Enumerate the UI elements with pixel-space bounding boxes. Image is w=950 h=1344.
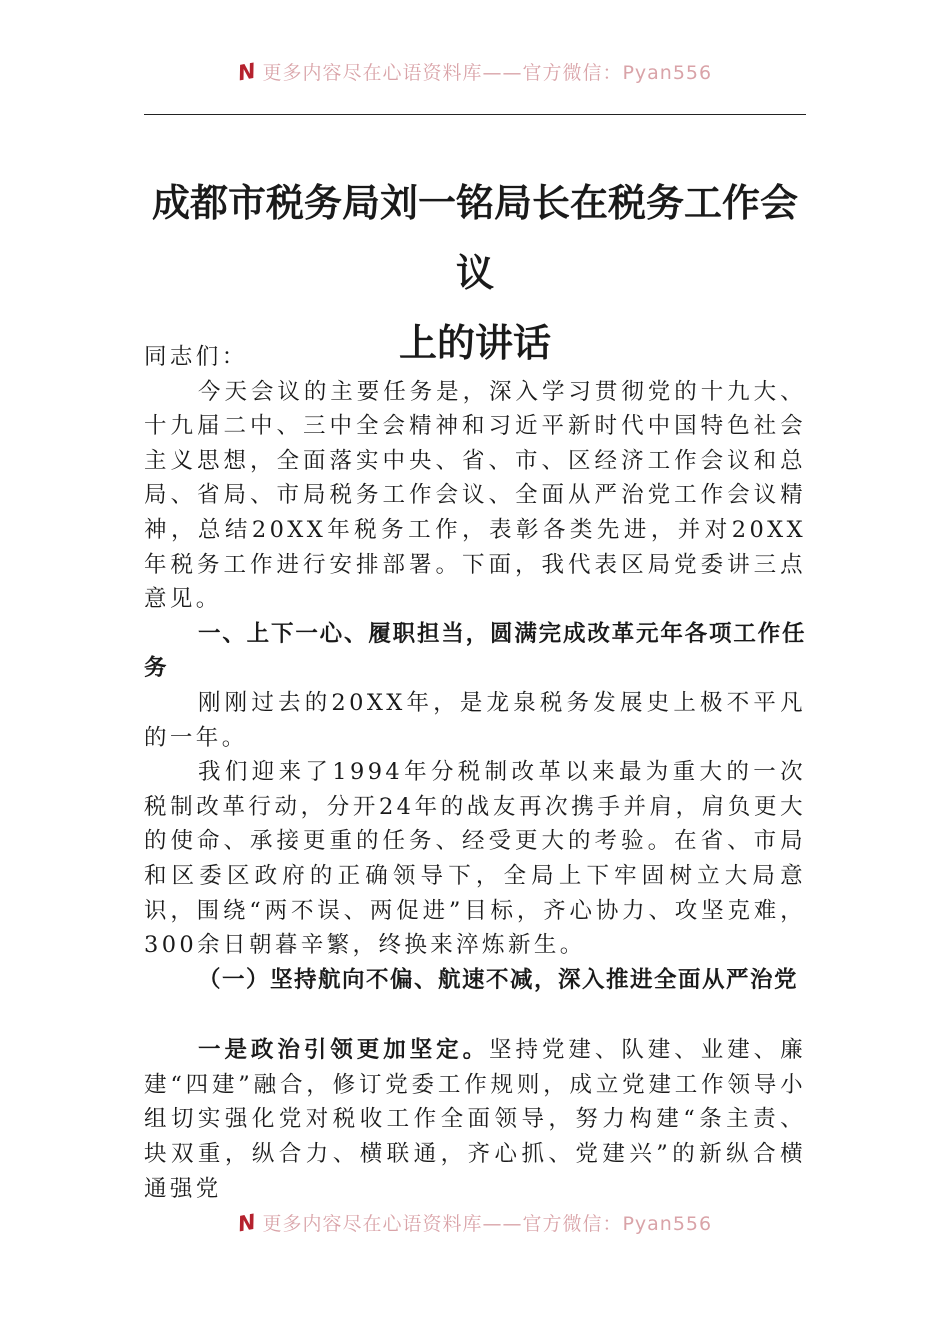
title-line-2: 上的讲话: [398, 320, 551, 365]
watermark-header: [0, 58, 950, 85]
paragraph-rest: 坚持党建、队建、业建、廉建“四建”融合，修订党委工作规则，成立党建工作领导小组切实强化党对税收工作全面领导，努力构建“条主责、块双重，纵合力、横联通，齐心抓、党建兴”的新纵合横通强党: [144, 1037, 806, 1202]
document-body: [144, 340, 806, 1206]
watermark-footer: [0, 1209, 950, 1236]
watermark-logo-icon: N: [235, 58, 259, 86]
subsection-heading-1: （一）坚持航向不偏、航速不减，深入推进全面从严治党: [198, 966, 799, 993]
paragraph-year-review: 刚刚过去的20XX年，是龙泉税务发展史上极不平凡的一年。: [144, 689, 806, 751]
greeting: 同志们：: [144, 344, 248, 370]
title-line-1: 成都市税务局刘一铭局长在税务工作会议: [151, 180, 798, 295]
watermark-logo-icon: N: [235, 1209, 259, 1237]
header-rule: [144, 114, 806, 115]
paragraph-intro: 今天会议的主要任务是，深入学习贯彻党的十九大、十九届二中、三中全会精神和习近平新时代中国特色社会主义思想，全面落实中央、省、市、区经济工作会议和总局、省局、市局税务工作会议、全面从严治党工作会议精神，总结20XX年税务工作，表彰各类先进，并对20XX年税务工作进行安排部署。下面，我代表区局党委讲三点意见。: [144, 378, 806, 613]
paragraph-lead: 一是政治引领更加坚定。: [198, 1037, 490, 1064]
spacer: [144, 997, 806, 1033]
section-heading-1: 一、上下一心、履职担当，圆满完成改革元年各项工作任务: [144, 620, 806, 682]
watermark-text: 更多内容尽在心语资料库——官方微信：Pyan556: [262, 62, 713, 84]
paragraph-reform: 我们迎来了1994年分税制改革以来最为重大的一次税制改革行动，分开24年的战友再次携手并肩，肩负更大的使命、承接更重的任务、经受更大的考验。在省、市局和区委区政府的正确领导下，全局上下牢固树立大局意识，围绕“两不误、两促进”目标，齐心协力、攻坚克难，300余日朝暮辛繁，终换来淬炼新生。: [144, 759, 806, 959]
watermark-text: 更多内容尽在心语资料库——官方微信：Pyan556: [262, 1213, 713, 1235]
paragraph-political-leadership: [144, 1033, 806, 1206]
